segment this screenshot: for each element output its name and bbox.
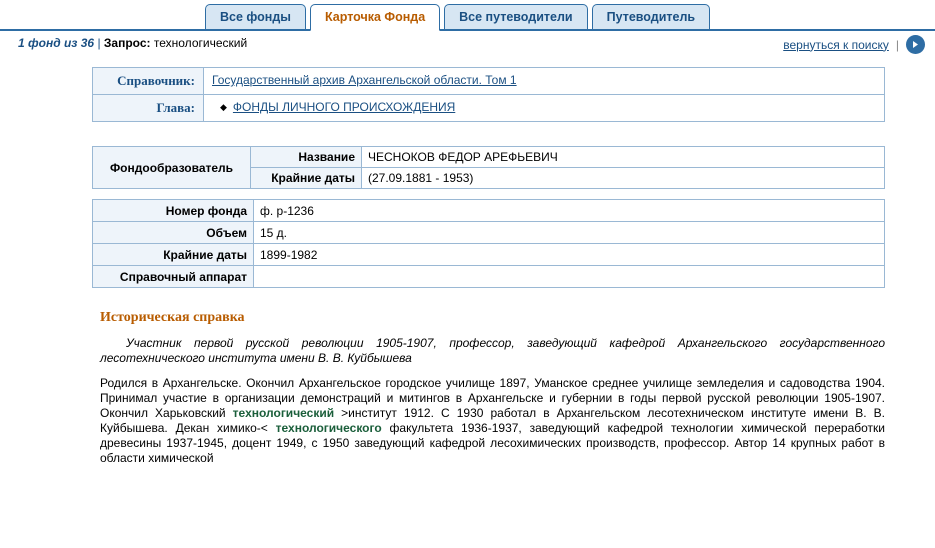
detail-label-dates: Крайние даты [93,244,254,266]
detail-label-volume: Объем [93,222,254,244]
query-separator: | [97,36,101,50]
query-value: технологический [153,36,248,50]
creator-name-value: ЧЕСНОКОВ ФЕДОР АРЕФЬЕВИЧ [362,147,885,168]
historical-note-summary: Участник первой русской революции 1905-1907, профессор, заведующий кафедрой Архангельского государственного лесотехнического института имени В. В. Куйбышева [100,336,885,365]
search-highlight-2: технологического [275,421,382,435]
chapter-link[interactable]: ФОНДЫ ЛИЧНОГО ПРОИСХОЖДЕНИЯ [232,100,456,114]
tab-all-funds[interactable]: Все фонды [205,4,306,29]
historical-body-part-3: факультета 1936-1937, заведующий кафедрой технологии химической переработки древесины 1937-1945, доцент 1949, с 1950 заведующий кафедрой лесохимических производств, профессор. Автор 14 крупных работ в области химической [100,421,885,465]
creator-name-label: Название [251,147,362,168]
chapter-row [93,95,885,122]
tab-guide[interactable]: Путеводитель [592,4,710,29]
tab-fund-card[interactable]: Карточка Фонда [310,4,440,31]
creator-row-label: Фондообразователь [93,147,251,189]
detail-value-volume: 15 д. [254,222,885,244]
table-row [93,244,885,266]
guide-row [93,68,885,95]
back-to-search-link[interactable]: вернуться к поиску [783,37,889,52]
historical-note-body [100,376,885,466]
spacer [92,122,885,146]
table-row [93,222,885,244]
table-row [93,266,885,288]
query-bar [0,31,935,55]
fund-card-content [0,55,935,466]
guide-value [204,68,885,95]
search-highlight-1: технологический [232,406,335,420]
detail-value-fund-number: ф. р-1236 [254,200,885,222]
chapter-value [204,95,885,122]
spacer-small [92,189,885,199]
guide-link[interactable]: Государственный архив Архангельской области. Том 1 [212,73,517,87]
arrow-right-icon[interactable] [906,35,925,54]
guide-label: Справочник: [93,68,204,95]
historical-body-part-1: Родился в Архангельске. Окончил Архангельское городское училище 1897, Уманское среднее училище земледелия и садоводства 1904. Принимал участие в организации демонстраций и митингов в Архангельске и губернии в годы первой русской революции 1905-1907. Окончил Харьковский [100,376,885,420]
table-row [93,200,885,222]
detail-label-finding-aid: Справочный аппарат [93,266,254,288]
back-to-search-group [783,35,925,54]
creator-name-row [93,147,885,168]
creator-table [92,146,885,189]
tab-bar [0,0,935,31]
detail-label-fund-number: Номер фонда [93,200,254,222]
historical-body-part-2: >институт 1912. С 1930 работал в Архангельском лесотехническом институте имени В. В. Куйбышева. Декан химико-< [100,406,886,435]
detail-value-finding-aid [254,266,885,288]
query-label: Запрос: [103,36,151,50]
bullet-diamond-icon: ◆ [220,102,227,112]
historical-note-title: Историческая справка [100,310,245,325]
chapter-label: Глава: [93,95,204,122]
result-count: 1 фонд из 36 [18,36,95,50]
tab-all-guides[interactable]: Все путеводители [444,4,587,29]
details-table [92,199,885,288]
creator-dates-value: (27.09.1881 - 1953) [362,168,885,189]
back-separator: | [895,37,899,52]
reference-table [92,67,885,122]
creator-dates-label: Крайние даты [251,168,362,189]
detail-value-dates: 1899-1982 [254,244,885,266]
